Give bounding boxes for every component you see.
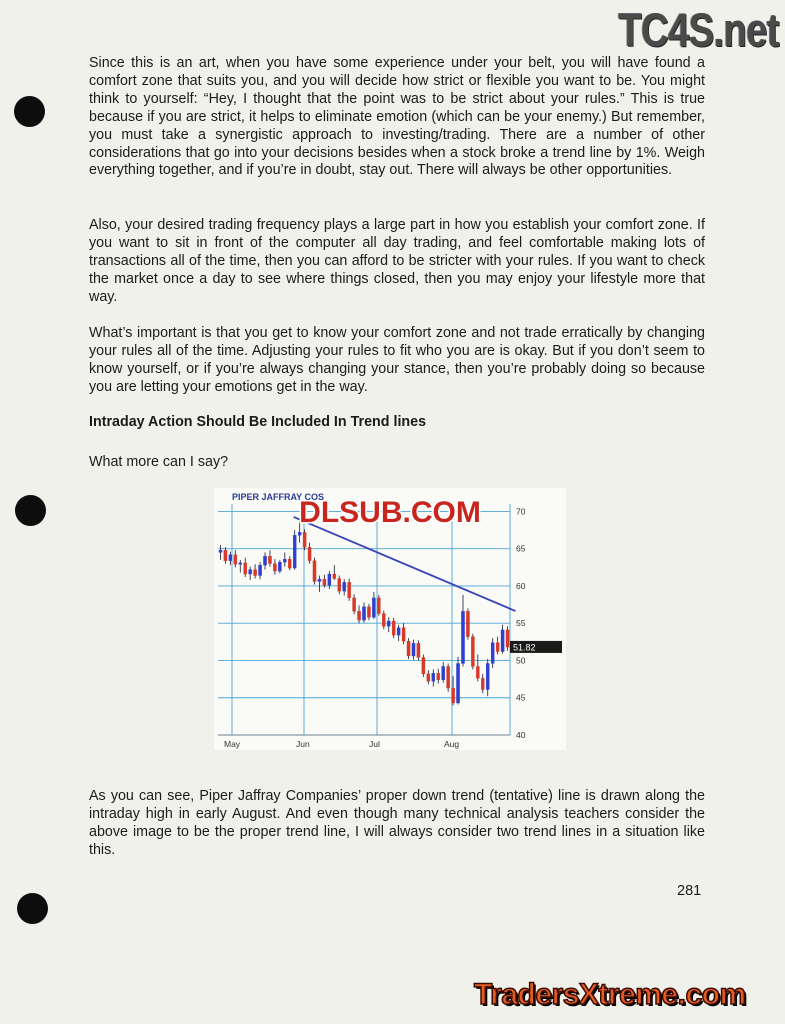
- watermark-top: TC4S.net: [618, 3, 779, 56]
- candle-body: [496, 643, 499, 652]
- chart-title: PIPER JAFFRAY COS: [232, 492, 325, 502]
- candle-body: [501, 630, 504, 652]
- y-tick-label: 55: [516, 618, 526, 629]
- candle-body: [471, 637, 474, 667]
- candle-body: [432, 673, 435, 681]
- section-heading: Intraday Action Should Be Included In Trend lines: [89, 414, 427, 430]
- candle-body: [461, 611, 464, 663]
- candle-body: [486, 663, 489, 689]
- punch-hole-top: [14, 96, 45, 127]
- x-tick-label: Jun: [296, 739, 310, 749]
- candle-body: [303, 532, 306, 547]
- candle-body: [437, 673, 440, 680]
- last-price-tag: [510, 641, 562, 653]
- candle-body: [427, 674, 430, 681]
- closing-paragraph: As you can see, Piper Jaffray Companies’ proper down trend (tentative) line is drawn along the intraday high in early August. And even though many technical analysis teachers consider the above image to be the proper trend line, I will always consider two trend lines in a situation like this.: [89, 788, 705, 858]
- candle-body: [263, 556, 266, 565]
- paragraph-1: Since this is an art, when you have some experience under your belt, you will have found a comfort zone that suits you, and you will decide how strict or flexible you want to be. You might think to yourself: “Hey, I thought that the point was to be strict about your rules.” This is true because if you are strict, it helps to eliminate emotion (which can be your enemy.) But remember, you must take a synergistic approach to investing/trading. There are a number of other considerations that go into your decisions besides when a stock broke a trend line by 1%. Weigh everything together, and if you’re in doubt, stay out. There will always be other opportunities.: [89, 55, 705, 179]
- candle-body: [348, 582, 351, 598]
- candle-body: [377, 598, 380, 614]
- candle-body: [382, 614, 385, 627]
- y-tick-label: 50: [516, 655, 526, 666]
- candle-body: [293, 535, 296, 568]
- candle-body: [219, 550, 222, 552]
- last-price-label: 51.82: [513, 642, 536, 653]
- page-number: 281: [677, 883, 702, 899]
- candle-body: [234, 555, 237, 565]
- candle-body: [258, 565, 261, 575]
- y-tick-label: 70: [516, 506, 526, 517]
- candle-body: [338, 579, 341, 592]
- candle-body: [456, 663, 459, 702]
- candle-body: [268, 556, 271, 563]
- y-tick-label: 65: [516, 543, 526, 554]
- candle-body: [442, 666, 445, 679]
- punch-hole-bottom: [17, 893, 48, 924]
- x-tick-label: May: [224, 739, 241, 749]
- x-tick-label: Jul: [369, 739, 380, 749]
- candle-body: [447, 666, 450, 688]
- candle-body: [288, 559, 291, 568]
- candle-body: [452, 688, 455, 703]
- candle-body: [308, 547, 311, 560]
- candle-body: [328, 574, 331, 585]
- candle-body: [412, 643, 415, 656]
- candle-body: [244, 563, 247, 574]
- y-tick-label: 45: [516, 692, 526, 703]
- candle-body: [278, 562, 281, 571]
- candle-body: [417, 643, 420, 657]
- candle-body: [249, 570, 252, 574]
- candle-body: [313, 561, 316, 582]
- candle-body: [506, 630, 509, 647]
- candle-body: [491, 643, 494, 664]
- candle-body: [481, 678, 484, 689]
- candle-body: [224, 550, 227, 560]
- candle-body: [273, 564, 276, 571]
- punch-hole-middle: [15, 495, 46, 526]
- candle-body: [343, 582, 346, 591]
- x-tick-label: Aug: [444, 739, 460, 749]
- candle-body: [239, 563, 242, 564]
- intro-text: What more can I say?: [89, 454, 229, 470]
- paragraph-2: Also, your desired trading frequency plays a large part in how you establish your comfort zone. If you want to sit in front of the computer all day trading, and feel comfortable making lots of transactions all of the time, then you can afford to be stricter with your rules. If you want to check the market once a day to see where things closed, then you may enjoy your lifestyle more that way.: [89, 217, 705, 305]
- candle-body: [357, 611, 360, 620]
- candle-body: [422, 658, 425, 674]
- stock-chart: [214, 488, 566, 750]
- candle-body: [466, 611, 469, 636]
- y-tick-label: 40: [516, 730, 526, 740]
- candle-body: [298, 532, 301, 535]
- candle-body: [387, 621, 390, 626]
- candle-body: [397, 628, 400, 635]
- y-tick-label: 60: [516, 580, 526, 591]
- candle-body: [407, 641, 410, 656]
- watermark-bottom: TradersXtreme.com: [474, 978, 746, 1011]
- candle-body: [229, 555, 232, 561]
- candle-body: [283, 559, 286, 562]
- candle-body: [476, 666, 479, 678]
- candle-body: [402, 628, 405, 641]
- chart-watermark: DLSUB.COM: [299, 496, 481, 529]
- candle-body: [353, 598, 356, 611]
- candle-body: [392, 621, 395, 635]
- candle-body: [372, 598, 375, 617]
- candle-body: [367, 607, 370, 617]
- candle-body: [333, 574, 336, 578]
- paragraph-3: What’s important is that you get to know your comfort zone and not trade erratically by changing your rules all of the time. Adjusting your rules to fit who you are is okay. But if you don’t seem to know yourself, or if you’re always changing your stance, then you’re probably doing so because you are letting your emotions get in the way.: [89, 325, 705, 395]
- candle-body: [362, 607, 365, 620]
- candle-body: [254, 570, 257, 576]
- candle-body: [318, 579, 321, 581]
- candle-body: [323, 579, 326, 585]
- chart-svg: [214, 488, 566, 750]
